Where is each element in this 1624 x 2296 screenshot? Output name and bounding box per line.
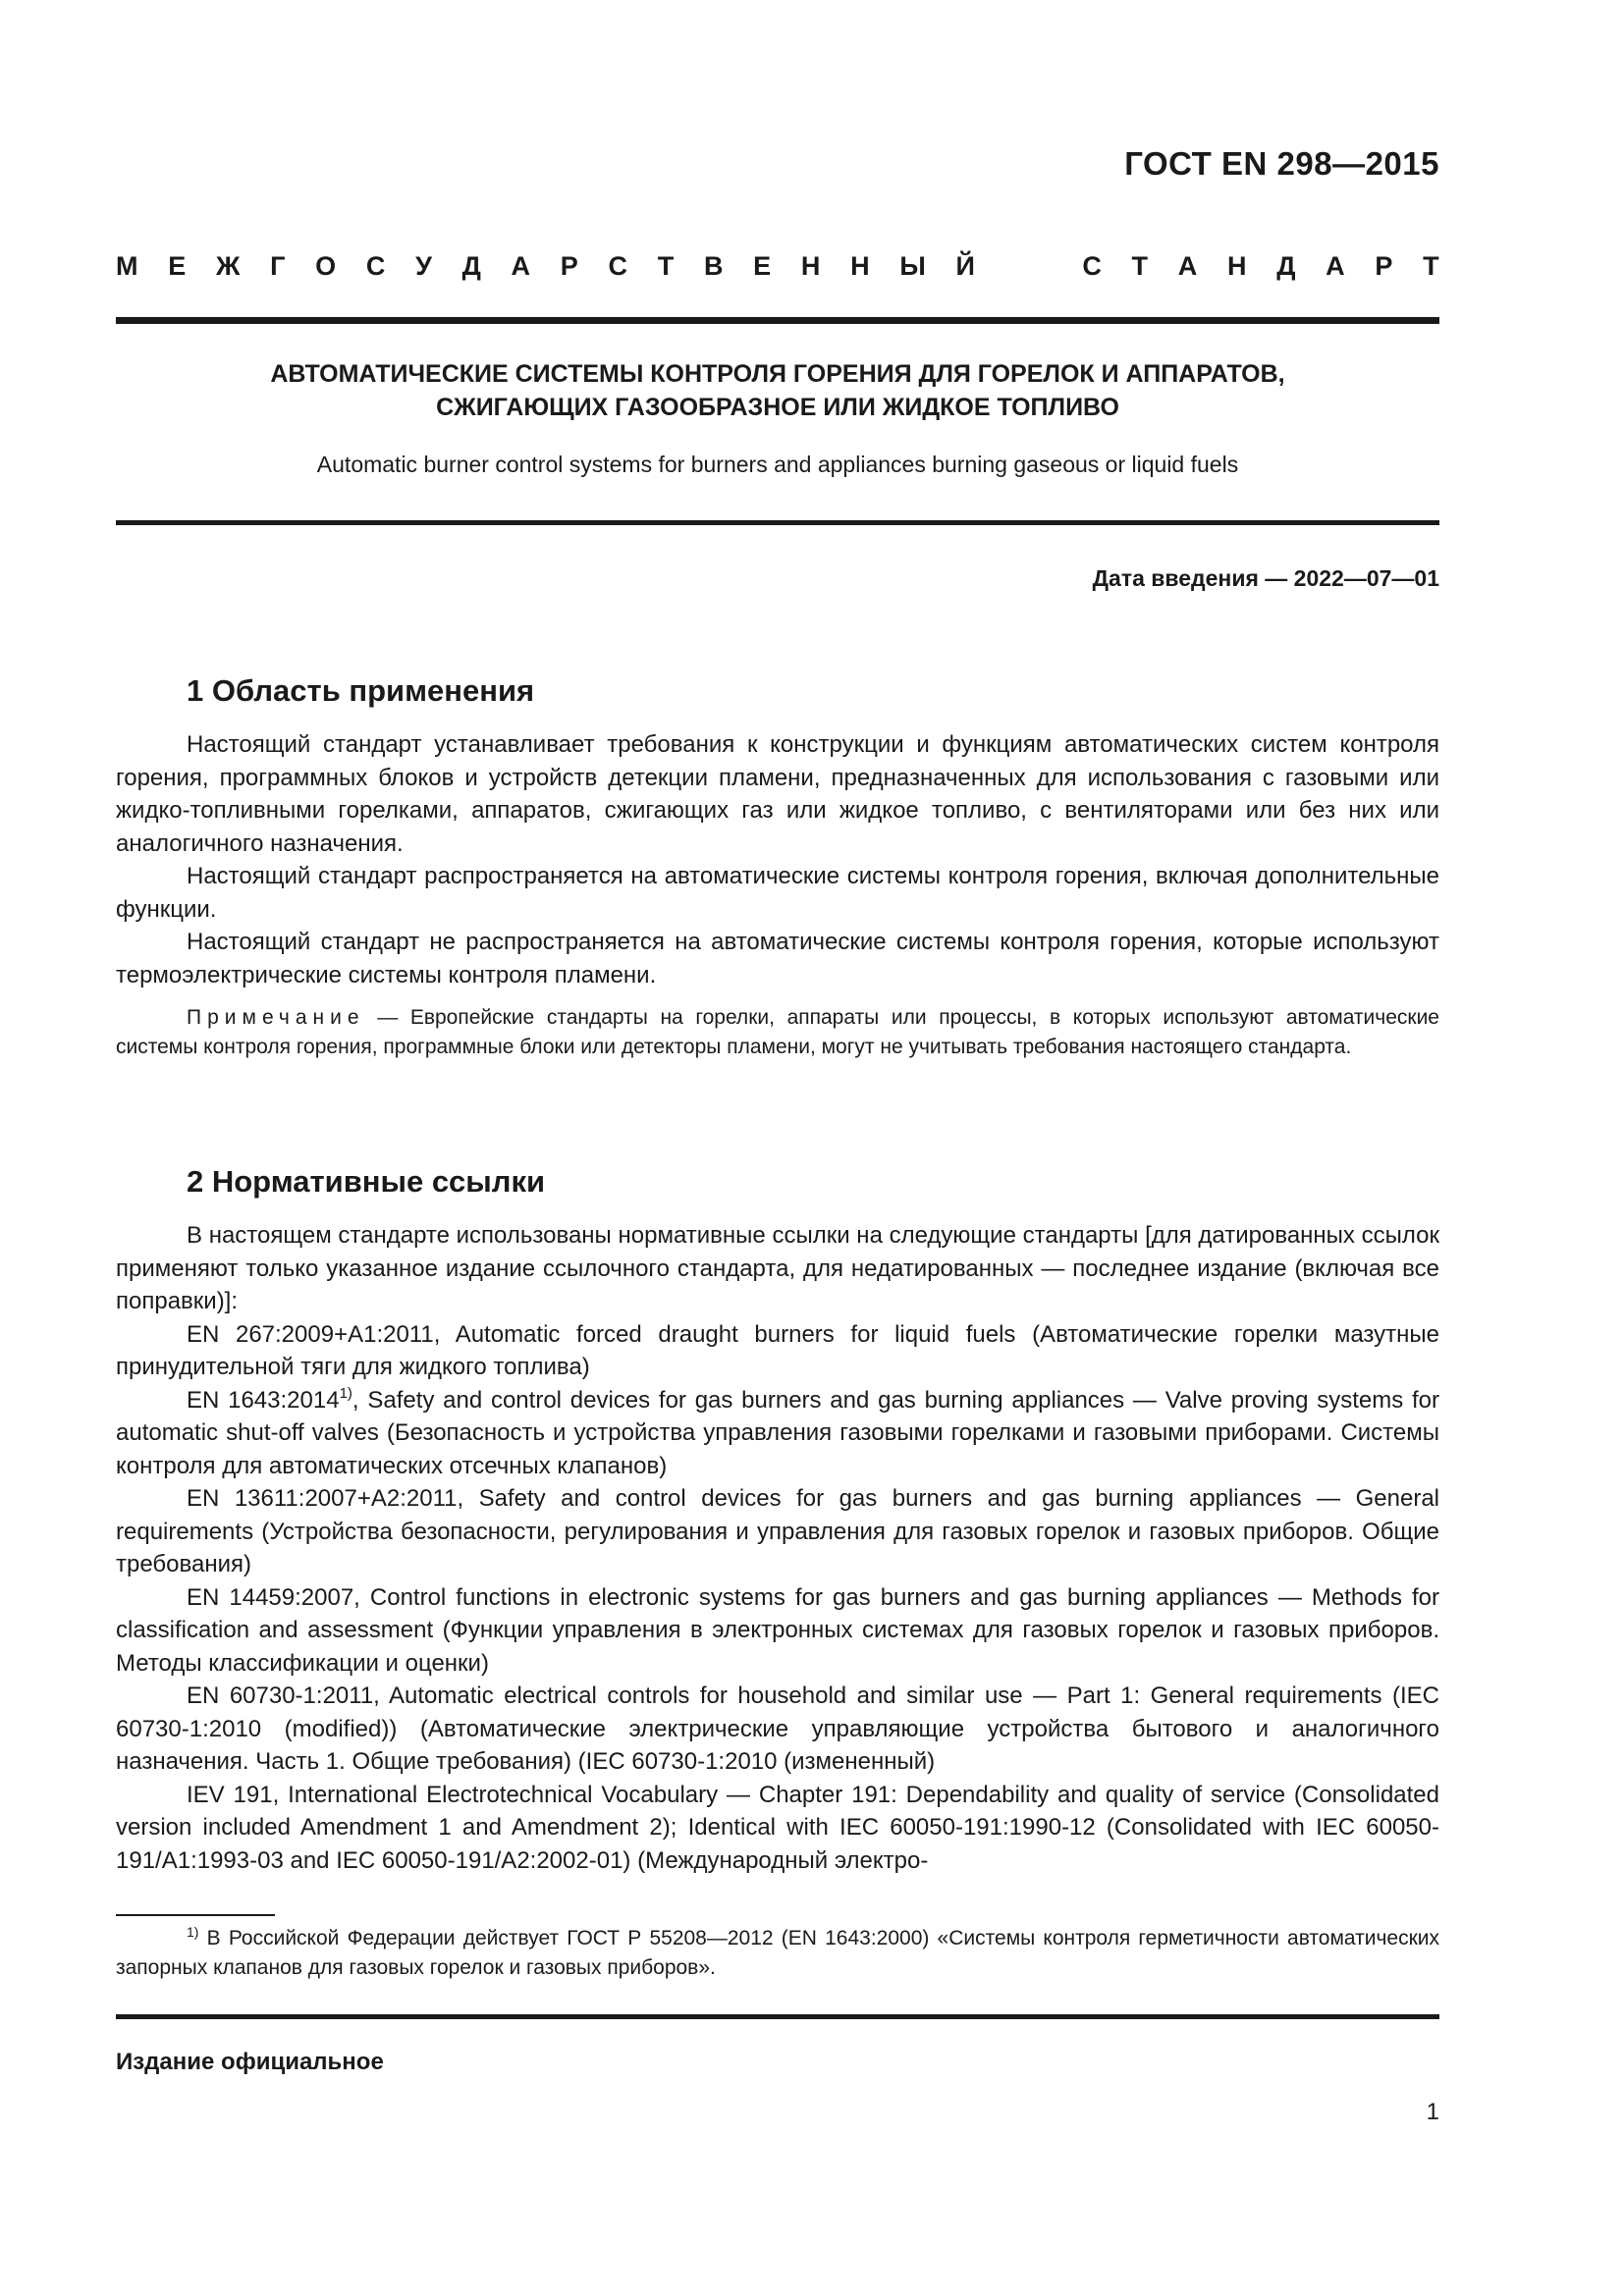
reference-en-267: EN 267:2009+A1:2011, Automatic forced draught burners for liquid fuels (Автоматические горелки мазутные принудительной тяги для жидкого топлива) xyxy=(116,1320,1439,1380)
reference-en-1643-text: , Safety and control devices for gas burners and gas burning appliances — Valve proving systems for automatic shut-off valves (Безопасность и устройства управления газовыми горелками и газовыми приборами. Системы контроля для автоматических отсечных клапанов) xyxy=(116,1386,1439,1479)
footnote-text: В Российской Федерации действует ГОСТ Р 55208—2012 (EN 1643:2000) «Системы контроля герметичности автоматических запорных клапанов для газовых горелок и газовых приборов». xyxy=(116,1927,1439,1979)
reference-en-13611: EN 13611:2007+A2:2011, Safety and control devices for gas burners and gas burning appliances — General requirements (Устройства безопасности, регулирования и управления для газовых горелок и газовых приборов. Общие требования) xyxy=(116,1485,1439,1577)
footer-rule xyxy=(116,2014,1439,2019)
footnote xyxy=(116,1924,1439,1983)
title-ru-line-1: АВТОМАТИЧЕСКИЕ СИСТЕМЫ КОНТРОЛЯ ГОРЕНИЯ ДЛЯ ГОРЕЛОК И АППАРАТОВ, xyxy=(270,360,1285,388)
standard-type-letter: Н xyxy=(800,251,821,281)
section-1-paragraph-2: Настоящий стандарт распространяется на автоматические системы контроля горения, включая дополнительные функции. xyxy=(116,863,1439,923)
standard-type-letter: Н xyxy=(850,251,870,281)
page-number: 1 xyxy=(1426,2099,1439,2125)
section-1-heading: 1 Область применения xyxy=(187,673,535,708)
standard-type-letter: У xyxy=(415,251,432,281)
standard-type-letter: А xyxy=(1177,251,1198,281)
document-title-ru xyxy=(116,357,1439,424)
reference-iev-191: IEV 191, International Electrotechnical Vocabulary — Chapter 191: Dependability and quality of service (Consolidated version included Amendment 1 and Amendment 2); Identical with IEC 60050-191:1990-12 (Consolidated with IEC 60050-191/A1:1993-03 and IEC 60050-191/A2:2002-01) (Международный электро- xyxy=(116,1781,1439,1874)
section-2-intro: В настоящем стандарте использованы нормативные ссылки на следующие стандарты [для датированных ссылок применяют только указанное издание ссылочного стандарта, для недатированных — последнее издание (включая все поправки)]: xyxy=(116,1222,1439,1314)
standard-type-letter: В xyxy=(703,251,724,281)
standard-type-letter: Е xyxy=(753,251,772,281)
standard-type-letter: О xyxy=(315,251,337,281)
reference-en-1643 xyxy=(116,1384,1439,1483)
standard-type-letter: Т xyxy=(1423,251,1439,281)
standard-type-letter: Г xyxy=(270,251,286,281)
standard-type-letter: А xyxy=(1326,251,1345,281)
section-scope xyxy=(116,673,1439,1062)
footnote-number: 1) xyxy=(187,1924,199,1940)
standard-type-letter: Р xyxy=(560,251,578,281)
footnote-marker: 1) xyxy=(339,1384,352,1402)
note-text: — Европейские стандарты на горелки, аппараты или процессы, в которых используют автоматические системы контроля горения, программные блоки или детекторы пламени, могут не учитывать требования настоящего стандарта. xyxy=(116,1006,1439,1058)
standard-type-letter: С xyxy=(365,251,386,281)
note-label: Примечание xyxy=(187,1006,365,1029)
footnote-separator xyxy=(116,1914,275,1916)
standard-type-letter: Т xyxy=(657,251,675,281)
standard-type-letter: Ы xyxy=(899,251,926,281)
standard-type-letter: Т xyxy=(1131,251,1149,281)
standard-type-letter: Д xyxy=(461,251,481,281)
standard-type-letter: Ж xyxy=(215,251,241,281)
section-1-paragraph-3: Настоящий стандарт не распространяется на автоматические системы контроля горения, которые используют термоэлектрические системы контроля пламени. xyxy=(116,929,1439,988)
title-ru-line-2: СЖИГАЮЩИХ ГАЗООБРАЗНОЕ ИЛИ ЖИДКОЕ ТОПЛИВО xyxy=(436,394,1119,421)
standard-type-letter: С xyxy=(608,251,627,281)
section-1-paragraph-1: Настоящий стандарт устанавливает требования к конструкции и функциям автоматических систем контроля горения, программных блоков и устройств детекции пламени, предназначенных для использования с газовыми или жидко-топливными горелками, аппаратов, сжигающих газ или жидкое топливо, с вентиляторами или без них или аналогичного назначения. xyxy=(116,731,1439,857)
word-gap xyxy=(1005,251,1053,282)
standard-type-letter: Р xyxy=(1375,251,1393,281)
standard-type-letter: Д xyxy=(1276,251,1296,281)
header-rule xyxy=(116,317,1439,324)
standard-type-letter: Й xyxy=(955,251,975,281)
standard-type-letter: С xyxy=(1082,251,1102,281)
reference-en-1643-code: EN 1643:2014 xyxy=(187,1386,340,1414)
section-1-note xyxy=(116,1003,1439,1062)
official-edition-label: Издание официальное xyxy=(116,2049,384,2075)
standard-type-heading xyxy=(116,251,1439,282)
title-rule xyxy=(116,520,1439,525)
standard-type-letter: М xyxy=(116,251,138,281)
reference-en-14459: EN 14459:2007, Control functions in electronic systems for gas burners and gas burning appliances — Methods for classification and assessment (Функции управления в электронных системах для газовых горелок и газовых приборов. Методы классификации и оценки) xyxy=(116,1583,1439,1677)
standard-type-letter: Н xyxy=(1226,251,1247,281)
standard-type-letter: Е xyxy=(168,251,187,281)
introduction-date: Дата введения — 2022—07—01 xyxy=(1092,565,1439,591)
section-normative-references xyxy=(116,1164,1439,1877)
section-2-heading: 2 Нормативные ссылки xyxy=(187,1164,546,1199)
standard-type-letter: А xyxy=(511,251,531,281)
reference-en-60730-1: EN 60730-1:2011, Automatic electrical controls for household and similar use — Part 1: General requirements (IEC 60730-1:2010 (modified)) (Автоматические электрические управляющие устройства бытового и аналогичного назначения. Часть 1. Общие требования) (IEC 60730-1:2010 (измененный) xyxy=(116,1682,1439,1775)
document-number: ГОСТ EN 298—2015 xyxy=(1124,145,1439,182)
document-title-en: Automatic burner control systems for burners and appliances burning gaseous or liquid fuels xyxy=(316,452,1239,477)
